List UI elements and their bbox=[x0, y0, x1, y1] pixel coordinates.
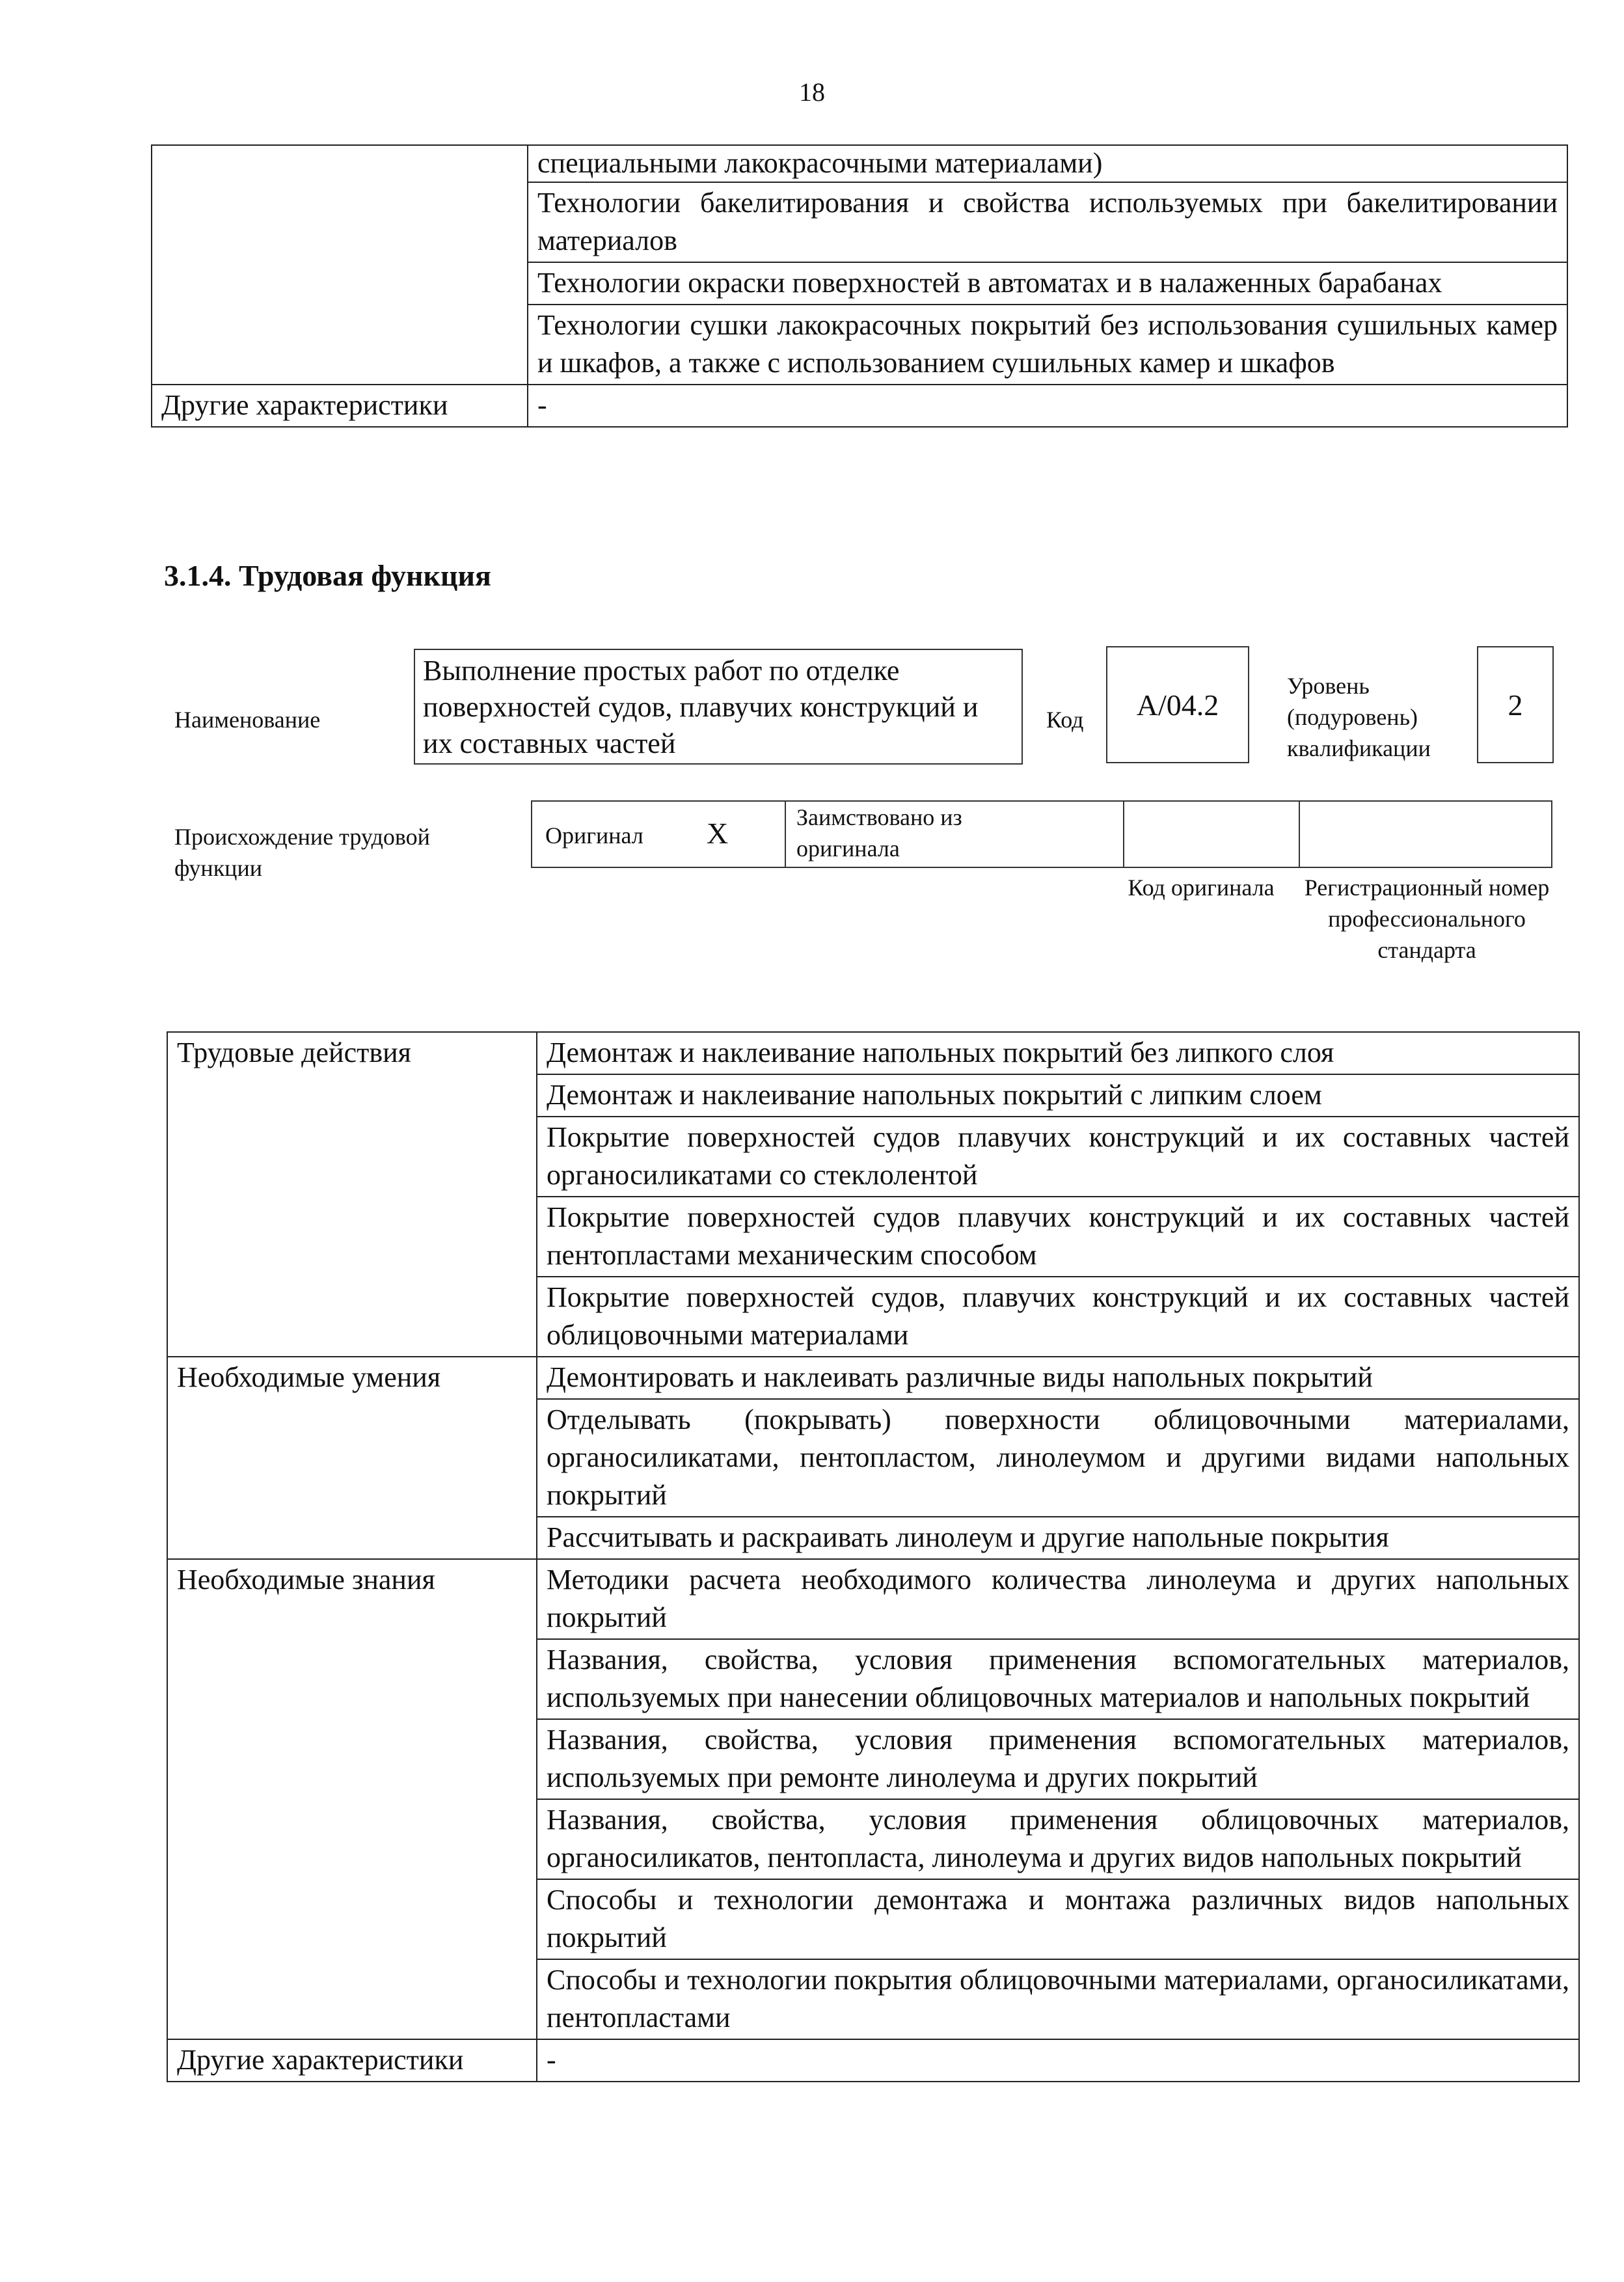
skills-label: Необходимые умения bbox=[167, 1357, 537, 1559]
origin-row bbox=[531, 800, 1552, 868]
name-label: Наименование bbox=[174, 707, 321, 733]
labor-action-item: Покрытие поверхностей судов плавучих конструкций и их составных частей органосиликатами со стеклолентой bbox=[537, 1117, 1579, 1197]
code-label: Код bbox=[1046, 707, 1084, 733]
table-row bbox=[167, 2039, 1579, 2082]
level-label: Уровень (подуровень) квалификации bbox=[1287, 673, 1431, 761]
knowledge-item: Способы и технологии демонтажа и монтажа различных видов напольных покрытий bbox=[537, 1879, 1579, 1959]
other-characteristics-value: - bbox=[528, 385, 1567, 427]
borrowed-label: Заимствовано из оригинала bbox=[796, 804, 962, 862]
labor-action-item: Демонтаж и наклеивание напольных покрытий без липкого слоя bbox=[537, 1032, 1579, 1074]
table-row bbox=[152, 145, 1567, 182]
reg-number-cell bbox=[1300, 802, 1551, 867]
original-code-caption: Код оригинала bbox=[1128, 875, 1275, 901]
labor-action-item: Покрытие поверхностей судов плавучих конструкций и их составных частей пентопластами механическим способом bbox=[537, 1197, 1579, 1277]
level-box: 2 bbox=[1477, 646, 1554, 763]
table-row bbox=[167, 1032, 1579, 1074]
skill-item: Демонтировать и наклеивать различные виды напольных покрытий bbox=[537, 1357, 1579, 1399]
labor-action-item: Демонтаж и наклеивание напольных покрытий с липким слоем bbox=[537, 1074, 1579, 1117]
table-row bbox=[167, 1559, 1579, 1639]
other-characteristics-value: - bbox=[537, 2039, 1579, 2082]
reg-number-caption: Регистрационный номер профессионального стандарта bbox=[1304, 875, 1550, 963]
labor-action-item: Покрытие поверхностей судов, плавучих конструкций и их составных частей облицовочными материалами bbox=[537, 1277, 1579, 1357]
function-name-box: Выполнение простых работ по отделке поверхностей судов, плавучих конструкций и их составных частей bbox=[414, 649, 1023, 765]
skill-item: Рассчитывать и раскраивать линолеум и другие напольные покрытия bbox=[537, 1517, 1579, 1559]
knowledge-item: Названия, свойства, условия применения вспомогательных материалов, используемых при нанесении облицовочных материалов и напольных покрытий bbox=[537, 1639, 1579, 1719]
labor-actions-label: Трудовые действия bbox=[167, 1032, 537, 1357]
labor-function-table bbox=[167, 1031, 1580, 2082]
table-row bbox=[167, 1357, 1579, 1399]
table-cell: Технологии сушки лакокрасочных покрытий без использования сушильных камер и шкафов, а также с использованием сушильных камер и шкафов bbox=[528, 305, 1567, 385]
table-cell: Технологии бакелитирования и свойства используемых при бакелитировании материалов bbox=[528, 182, 1567, 262]
knowledge-item: Способы и технологии покрытия облицовочными материалами, органосиликатами, пентопластами bbox=[537, 1959, 1579, 2039]
other-characteristics-label: Другие характеристики bbox=[167, 2039, 537, 2082]
original-mark: X bbox=[707, 817, 729, 850]
knowledge-item: Названия, свойства, условия применения облицовочных материалов, органосиликатов, пентопласта, линолеума и других видов напольных покрытий bbox=[537, 1799, 1579, 1879]
empty-label-cell bbox=[152, 145, 528, 385]
table-cell: специальными лакокрасочными материалами) bbox=[528, 145, 1567, 182]
function-code-box: A/04.2 bbox=[1106, 646, 1249, 763]
original-label: Оригинал bbox=[545, 822, 643, 849]
original-cell bbox=[532, 802, 786, 867]
page-number: 18 bbox=[799, 77, 825, 107]
section-title: 3.1.4. Трудовая функция bbox=[164, 559, 491, 592]
other-characteristics-label: Другие характеристики bbox=[152, 385, 528, 427]
table-cell: Технологии окраски поверхностей в автоматах и в налаженных барабанах bbox=[528, 262, 1567, 305]
previous-knowledge-table bbox=[151, 144, 1568, 428]
table-row bbox=[152, 385, 1567, 427]
origin-label: Происхождение трудовой функции bbox=[174, 824, 430, 881]
original-code-cell bbox=[1124, 802, 1300, 867]
knowledge-item: Методики расчета необходимого количества линолеума и других напольных покрытий bbox=[537, 1559, 1579, 1639]
knowledge-label: Необходимые знания bbox=[167, 1559, 537, 2039]
borrowed-cell bbox=[786, 802, 1124, 867]
knowledge-item: Названия, свойства, условия применения вспомогательных материалов, используемых при ремонте линолеума и других покрытий bbox=[537, 1719, 1579, 1799]
skill-item: Отделывать (покрывать) поверхности облицовочными материалами, органосиликатами, пентопластом, линолеумом и другими видами напольных покрытий bbox=[537, 1399, 1579, 1517]
